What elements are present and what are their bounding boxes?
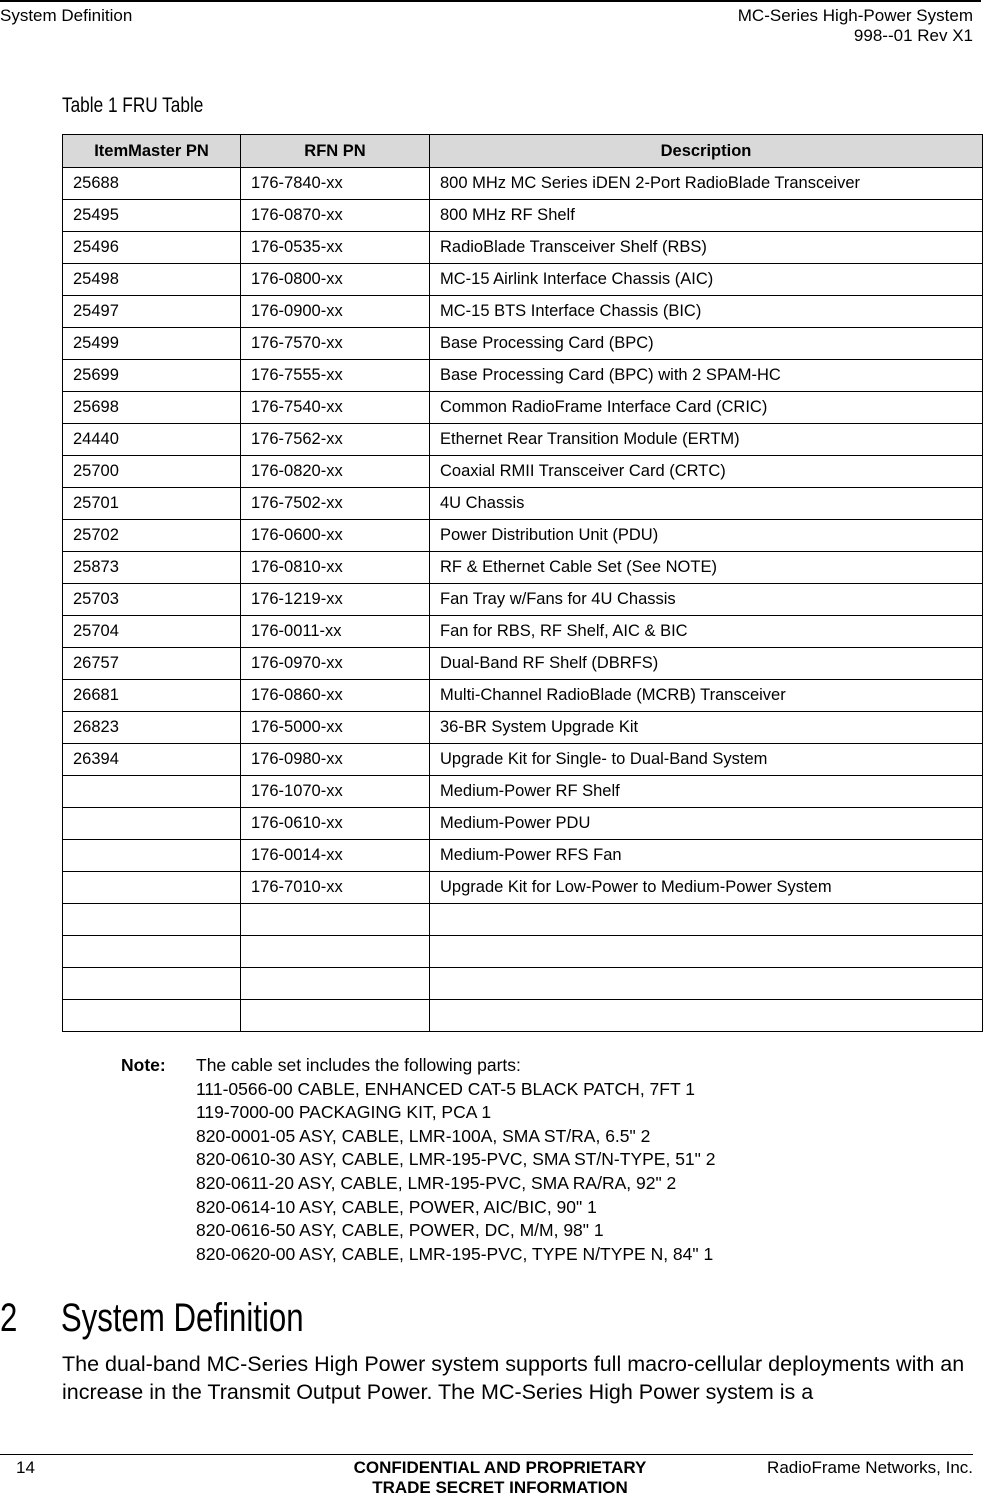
rfn-pn-cell: 176-0900-xx xyxy=(241,296,430,328)
rfn-pn-cell: 176-7502-xx xyxy=(241,488,430,520)
description-cell: Base Processing Card (BPC) with 2 SPAM-HC xyxy=(430,360,983,392)
description-cell: 4U Chassis xyxy=(430,488,983,520)
header-doc-info xyxy=(738,6,973,46)
fru-table xyxy=(62,134,983,1032)
rfn-pn-cell: 176-0820-xx xyxy=(241,456,430,488)
table-row xyxy=(63,264,983,296)
itemmaster-pn-cell: 25700 xyxy=(63,456,241,488)
table-row xyxy=(63,904,983,936)
itemmaster-pn-cell xyxy=(63,1000,241,1032)
table-row xyxy=(63,296,983,328)
cable-part-line: 820-0610-30 ASY, CABLE, LMR-195-PVC, SMA ST/N-TYPE, 51" 2 xyxy=(196,1149,716,1170)
cable-part-line: 820-0614-10 ASY, CABLE, POWER, AIC/BIC, 90" 1 xyxy=(196,1196,597,1217)
rfn-pn-cell xyxy=(241,968,430,1000)
rfn-pn-cell: 176-0970-xx xyxy=(241,648,430,680)
itemmaster-pn-cell: 26394 xyxy=(63,744,241,776)
rfn-pn-cell: 176-7562-xx xyxy=(241,424,430,456)
table-row xyxy=(63,584,983,616)
itemmaster-pn-cell: 25698 xyxy=(63,392,241,424)
description-cell: Fan Tray w/Fans for 4U Chassis xyxy=(430,584,983,616)
cable-part-line: 111-0566-00 CABLE, ENHANCED CAT-5 BLACK PATCH, 7FT 1 xyxy=(196,1078,695,1099)
description-cell: 800 MHz RF Shelf xyxy=(430,200,983,232)
description-cell: Base Processing Card (BPC) xyxy=(430,328,983,360)
rfn-pn-cell: 176-7570-xx xyxy=(241,328,430,360)
cable-part-line: 820-0001-05 ASY, CABLE, LMR-100A, SMA ST/RA, 6.5" 2 xyxy=(196,1125,651,1146)
rfn-pn-cell xyxy=(241,904,430,936)
itemmaster-pn-cell: 25703 xyxy=(63,584,241,616)
note-intro-line: The cable set includes the following parts: xyxy=(196,1055,521,1075)
table-row xyxy=(63,456,983,488)
description-cell: Medium-Power RFS Fan xyxy=(430,840,983,872)
description-cell: Upgrade Kit for Low-Power to Medium-Power System xyxy=(430,872,983,904)
itemmaster-pn-cell: 25497 xyxy=(63,296,241,328)
header-section-name: System Definition xyxy=(0,6,133,25)
itemmaster-pn-cell: 25704 xyxy=(63,616,241,648)
description-cell: Dual-Band RF Shelf (DBRFS) xyxy=(430,648,983,680)
section-body-text: The dual-band MC-Series High Power system supports full macro-cellular deployments with an increase in the Transmit Output Power. The MC-Series High Power system is a xyxy=(62,1352,965,1404)
header-rule xyxy=(0,0,981,2)
description-cell: MC-15 Airlink Interface Chassis (AIC) xyxy=(430,264,983,296)
table-row xyxy=(63,840,983,872)
itemmaster-pn-cell: 25498 xyxy=(63,264,241,296)
section-title: System Definition xyxy=(60,1296,304,1340)
page-number: 14 xyxy=(16,1458,35,1477)
description-cell xyxy=(430,1000,983,1032)
description-cell: Power Distribution Unit (PDU) xyxy=(430,520,983,552)
table-row xyxy=(63,520,983,552)
confidential-line: CONFIDENTIAL AND PROPRIETARY xyxy=(353,1458,647,1477)
description-cell: MC-15 BTS Interface Chassis (BIC) xyxy=(430,296,983,328)
rfn-pn-cell xyxy=(241,1000,430,1032)
table-row xyxy=(63,872,983,904)
rfn-pn-cell: 176-7010-xx xyxy=(241,872,430,904)
table-row xyxy=(63,744,983,776)
confidentiality-notice xyxy=(320,1458,680,1498)
itemmaster-pn-cell xyxy=(63,904,241,936)
rfn-pn-cell: 176-0860-xx xyxy=(241,680,430,712)
table-row xyxy=(63,776,983,808)
cable-part-line: 820-0611-20 ASY, CABLE, LMR-195-PVC, SMA RA/RA, 92" 2 xyxy=(196,1172,677,1193)
description-cell: RF & Ethernet Cable Set (See NOTE) xyxy=(430,552,983,584)
company-name: RadioFrame Networks, Inc. xyxy=(767,1458,973,1477)
table-row xyxy=(63,552,983,584)
itemmaster-pn-cell: 25495 xyxy=(63,200,241,232)
itemmaster-pn-cell: 26757 xyxy=(63,648,241,680)
description-cell: Medium-Power RF Shelf xyxy=(430,776,983,808)
section-number: 2 xyxy=(0,1296,18,1340)
rfn-pn-cell: 176-7555-xx xyxy=(241,360,430,392)
table-row xyxy=(63,712,983,744)
itemmaster-pn-cell: 25873 xyxy=(63,552,241,584)
itemmaster-pn-cell: 25699 xyxy=(63,360,241,392)
itemmaster-pn-cell xyxy=(63,840,241,872)
cable-part-line: 820-0616-50 ASY, CABLE, POWER, DC, M/M, 98" 1 xyxy=(196,1220,604,1241)
trade-secret-line: TRADE SECRET INFORMATION xyxy=(372,1478,628,1497)
cable-part-line: 119-7000-00 PACKAGING KIT, PCA 1 xyxy=(196,1102,492,1123)
description-cell: RadioBlade Transceiver Shelf (RBS) xyxy=(430,232,983,264)
section-heading xyxy=(0,1296,304,1341)
rfn-pn-cell: 176-7840-xx xyxy=(241,168,430,200)
table-row xyxy=(63,616,983,648)
description-cell: 800 MHz MC Series iDEN 2-Port RadioBlade Transceiver xyxy=(430,168,983,200)
rfn-pn-cell: 176-7540-xx xyxy=(241,392,430,424)
column-header-itemmaster: ItemMaster PN xyxy=(63,135,241,168)
itemmaster-pn-cell xyxy=(63,808,241,840)
table-row xyxy=(63,680,983,712)
itemmaster-pn-cell: 26823 xyxy=(63,712,241,744)
rfn-pn-cell: 176-0600-xx xyxy=(241,520,430,552)
cable-part-line: 820-0620-00 ASY, CABLE, LMR-195-PVC, TYPE N/TYPE N, 84" 1 xyxy=(196,1243,714,1264)
note-body xyxy=(196,1054,715,1266)
rfn-pn-cell: 176-0980-xx xyxy=(241,744,430,776)
header-doc-revision: 998--01 Rev X1 xyxy=(853,26,973,45)
itemmaster-pn-cell: 25701 xyxy=(63,488,241,520)
table-row xyxy=(63,968,983,1000)
itemmaster-pn-cell: 25688 xyxy=(63,168,241,200)
rfn-pn-cell: 176-0610-xx xyxy=(241,808,430,840)
table-row xyxy=(63,328,983,360)
itemmaster-pn-cell xyxy=(63,872,241,904)
table-row xyxy=(63,360,983,392)
itemmaster-pn-cell xyxy=(63,776,241,808)
itemmaster-pn-cell xyxy=(63,968,241,1000)
itemmaster-pn-cell: 25702 xyxy=(63,520,241,552)
description-cell: Fan for RBS, RF Shelf, AIC & BIC xyxy=(430,616,983,648)
description-cell xyxy=(430,904,983,936)
rfn-pn-cell: 176-1219-xx xyxy=(241,584,430,616)
table-row xyxy=(63,168,983,200)
description-cell: 36-BR System Upgrade Kit xyxy=(430,712,983,744)
rfn-pn-cell: 176-0810-xx xyxy=(241,552,430,584)
footer-rule xyxy=(0,1454,973,1455)
table-row xyxy=(63,232,983,264)
rfn-pn-cell: 176-1070-xx xyxy=(241,776,430,808)
table-row xyxy=(63,936,983,968)
rfn-pn-cell: 176-0014-xx xyxy=(241,840,430,872)
description-cell: Multi-Channel RadioBlade (MCRB) Transceiver xyxy=(430,680,983,712)
rfn-pn-cell: 176-0011-xx xyxy=(241,616,430,648)
table-row xyxy=(63,392,983,424)
rfn-pn-cell: 176-0800-xx xyxy=(241,264,430,296)
table-row xyxy=(63,200,983,232)
table-header-row xyxy=(63,135,983,168)
itemmaster-pn-cell: 25499 xyxy=(63,328,241,360)
header-doc-title: MC-Series High-Power System xyxy=(737,6,973,25)
description-cell xyxy=(430,936,983,968)
table-row xyxy=(63,488,983,520)
table-row xyxy=(63,424,983,456)
rfn-pn-cell: 176-0535-xx xyxy=(241,232,430,264)
rfn-pn-cell: 176-5000-xx xyxy=(241,712,430,744)
table-body xyxy=(63,168,983,1032)
column-header-description: Description xyxy=(430,135,983,168)
description-cell: Common RadioFrame Interface Card (CRIC) xyxy=(430,392,983,424)
description-cell xyxy=(430,968,983,1000)
note-label: Note: xyxy=(121,1055,166,1075)
description-cell: Ethernet Rear Transition Module (ERTM) xyxy=(430,424,983,456)
description-cell: Medium-Power PDU xyxy=(430,808,983,840)
column-header-rfn: RFN PN xyxy=(241,135,430,168)
itemmaster-pn-cell: 25496 xyxy=(63,232,241,264)
description-cell: Upgrade Kit for Single- to Dual-Band System xyxy=(430,744,983,776)
itemmaster-pn-cell: 26681 xyxy=(63,680,241,712)
table-row xyxy=(63,1000,983,1032)
table-row xyxy=(63,648,983,680)
itemmaster-pn-cell: 24440 xyxy=(63,424,241,456)
table-caption: Table 1 FRU Table xyxy=(62,94,204,117)
itemmaster-pn-cell xyxy=(63,936,241,968)
rfn-pn-cell: 176-0870-xx xyxy=(241,200,430,232)
description-cell: Coaxial RMII Transceiver Card (CRTC) xyxy=(430,456,983,488)
rfn-pn-cell xyxy=(241,936,430,968)
table-row xyxy=(63,808,983,840)
